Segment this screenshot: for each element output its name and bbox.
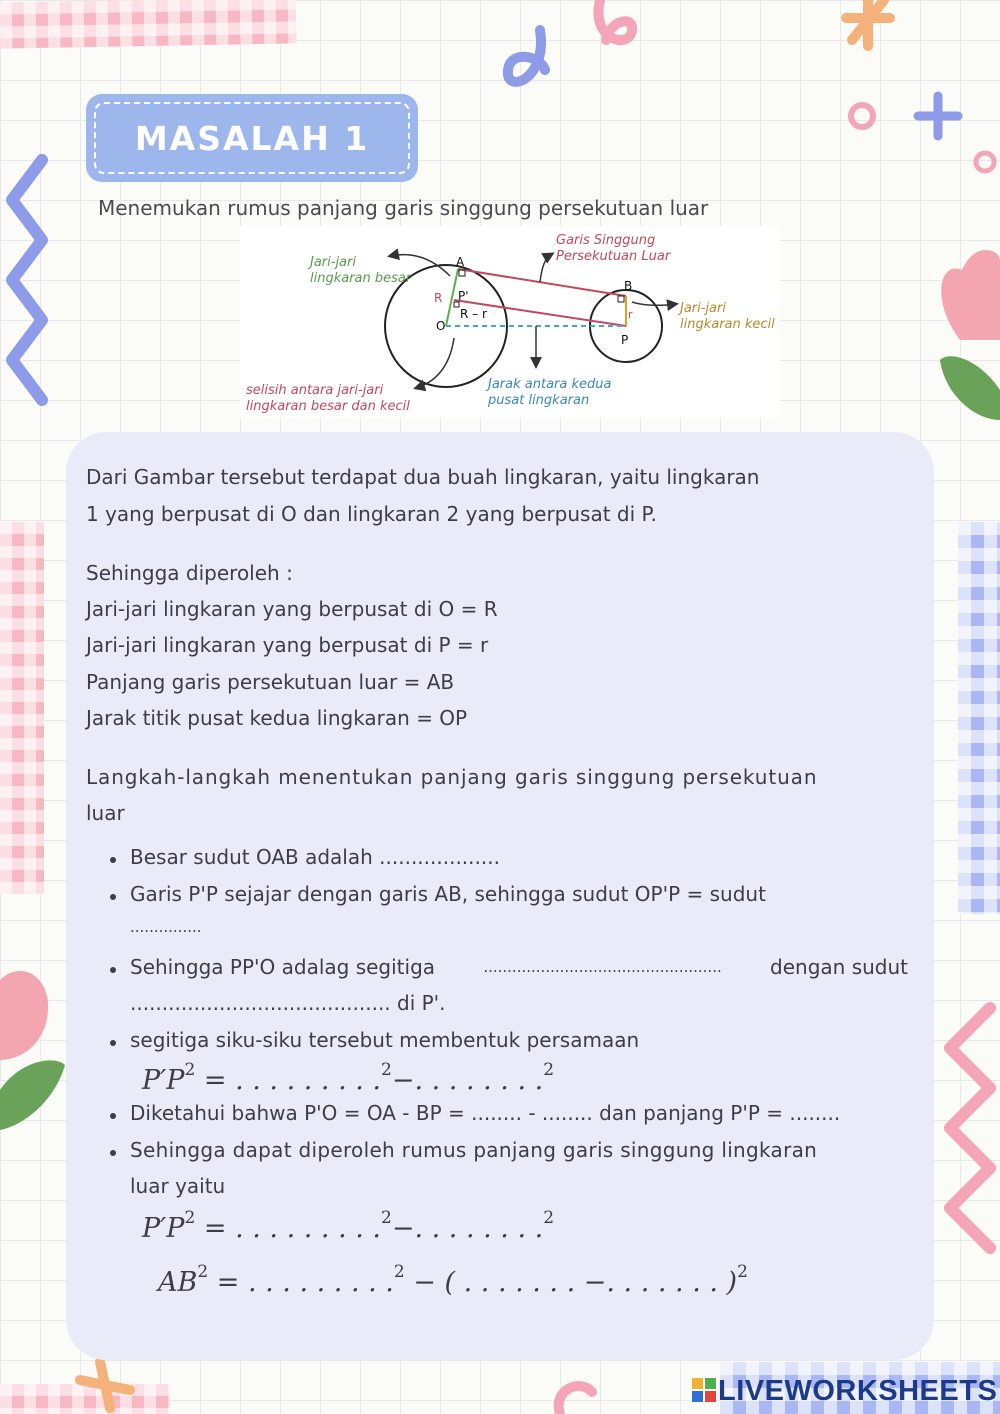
step-3-line-1: [130, 955, 908, 979]
intro-line-2: 1 yang berpusat di O dan lingkaran 2 yang berpusat di P.: [86, 502, 657, 526]
equation-1: [142, 1060, 554, 1096]
zigzag-left-decoration: [12, 160, 42, 400]
equation-2-blank-b[interactable]: −. . . . . . . .: [391, 1213, 544, 1244]
step-4: segitiga siku-siku tersebut membentuk persamaan: [130, 1028, 640, 1052]
equation-2-left: P′P: [142, 1213, 185, 1244]
bullet-5: [110, 1113, 116, 1119]
step-5: Diketahui bahwa P'O = OA - BP = ........ - ........ dan panjang P'P = ........: [130, 1101, 841, 1125]
radius-big-line: [446, 269, 458, 326]
step-3-text-c: dengan sudut: [770, 955, 908, 979]
label-point-O: O: [436, 319, 446, 333]
definition-r: Jari-jari lingkaran yang berpusat di P = r: [86, 633, 489, 657]
tulip-left-decoration: [0, 971, 65, 1130]
step-3-text-a: Sehingga PP'O adalag segitiga: [130, 955, 436, 979]
label-r: r: [628, 308, 633, 321]
definition-OP: Jarak titik pusat kedua lingkaran = OP: [86, 706, 468, 730]
label-dist-1: Jarak antara kedua: [488, 377, 612, 392]
steps-heading-line-2: luar: [86, 801, 125, 825]
equation-2-exp-1: 2: [184, 1208, 196, 1228]
watermark-text: LIVEWORKSHEETS: [718, 1375, 998, 1407]
plus-blue-decoration: [918, 96, 958, 136]
step-6-line-1: Sehingga dapat diperoleh rumus panjang garis singgung lingkaran: [130, 1138, 818, 1162]
equation-3: [158, 1262, 748, 1298]
watermark[interactable]: [690, 1375, 997, 1408]
swirl-bottom-decoration: [559, 1386, 592, 1414]
equation-3-blank-b[interactable]: − ( . . . . . . . −. . . . . . . ): [404, 1267, 738, 1298]
step-1: Besar sudut OAB adalah ...................: [130, 845, 500, 869]
bullet-4: [110, 1040, 116, 1046]
equation-1-exp-3: 2: [543, 1060, 555, 1080]
label-diff-1: selisih antara jari-jari: [246, 383, 384, 398]
tangent-diagram-svg: [240, 226, 780, 418]
label-point-B: B: [624, 279, 633, 293]
step-3-line-2: ......................................... di P'.: [130, 991, 446, 1015]
zigzag-right-decoration: [950, 1008, 990, 1248]
step-6-line-2: luar yaitu: [130, 1174, 226, 1198]
arrow-tangent: [540, 254, 552, 282]
equation-2: [142, 1208, 554, 1244]
star-top-right-decoration: [846, 0, 890, 46]
tulip-right-decoration: [940, 250, 1000, 420]
right-angle-B: [618, 296, 624, 302]
obtained-label: Sehingga diperoleh :: [86, 561, 293, 585]
title-badge: [86, 94, 418, 182]
label-R: R: [434, 291, 443, 305]
title-badge-border: [94, 102, 410, 174]
equation-3-blank-a[interactable]: = . . . . . . . . .: [208, 1267, 394, 1298]
page-subtitle: Menemukan rumus panjang garis singgung persekutuan luar: [98, 196, 709, 220]
bullet-2: [110, 894, 116, 900]
equation-1-blank-b[interactable]: −. . . . . . . .: [391, 1065, 544, 1096]
label-point-Pprime: P': [458, 289, 469, 303]
step-2-line-2[interactable]: ...............: [130, 918, 202, 936]
step-3-blank-a[interactable]: ..................................................: [483, 958, 722, 976]
label-small-radius-2: lingkaran kecil: [680, 317, 775, 332]
label-R-minus-r: R – r: [460, 307, 487, 321]
tangent-diagram: [240, 226, 780, 418]
swirl-top-decoration: [508, 30, 545, 82]
label-diff-2: lingkaran besar dan kecil: [246, 399, 410, 414]
equation-2-exp-3: 2: [543, 1208, 555, 1228]
circle-pink-decoration: [851, 105, 873, 127]
bullet-3: [110, 967, 116, 973]
intro-line-1-text: Dari Gambar tersebut terdapat dua buah lingkaran, yaitu lingkaran: [86, 465, 760, 489]
definition-AB: Panjang garis persekutuan luar = AB: [86, 670, 455, 694]
label-tangent-2: Persekutuan Luar: [556, 249, 671, 264]
bullet-1: [110, 857, 116, 863]
label-point-A: A: [456, 255, 465, 269]
circle-pink-small-decoration: [976, 153, 994, 171]
equation-3-exp-1: 2: [197, 1262, 209, 1282]
equation-3-left: AB: [158, 1267, 198, 1298]
swirl-pink-decoration: [598, 0, 632, 40]
equation-2-blank-a[interactable]: = . . . . . . . . .: [195, 1213, 381, 1244]
label-point-P: P: [621, 333, 629, 347]
bullet-6: [110, 1150, 116, 1156]
label-tangent-1: Garis Singgung: [556, 233, 656, 248]
steps-heading-line-1: Langkah-langkah menentukan panjang garis singgung persekutuan: [86, 765, 818, 789]
equation-1-exp-1: 2: [184, 1060, 196, 1080]
equation-1-blank-a[interactable]: = . . . . . . . . .: [195, 1065, 381, 1096]
equation-2-exp-2: 2: [381, 1208, 392, 1228]
equation-1-left: P′P: [142, 1065, 185, 1096]
label-big-radius-1: Jari-jari: [310, 255, 356, 270]
equation-3-exp-3: 2: [737, 1262, 748, 1282]
label-small-radius-1: Jari-jari: [680, 301, 726, 316]
step-2-line-1: Garis P'P sejajar dengan garis AB, sehingga sudut OP'P = sudut: [130, 882, 766, 906]
definition-R: Jari-jari lingkaran yang berpusat di O = R: [86, 597, 498, 621]
arrow-diff: [416, 338, 454, 388]
equation-1-exp-2: 2: [381, 1060, 392, 1080]
page-title: MASALAH 1: [134, 118, 370, 158]
equation-3-exp-2: 2: [393, 1262, 405, 1282]
star-bottom-left-decoration: [80, 1362, 130, 1408]
label-big-radius-2: lingkaran besar: [310, 271, 412, 286]
label-dist-2: pusat lingkaran: [488, 393, 590, 408]
intro-line-1: [86, 465, 910, 489]
